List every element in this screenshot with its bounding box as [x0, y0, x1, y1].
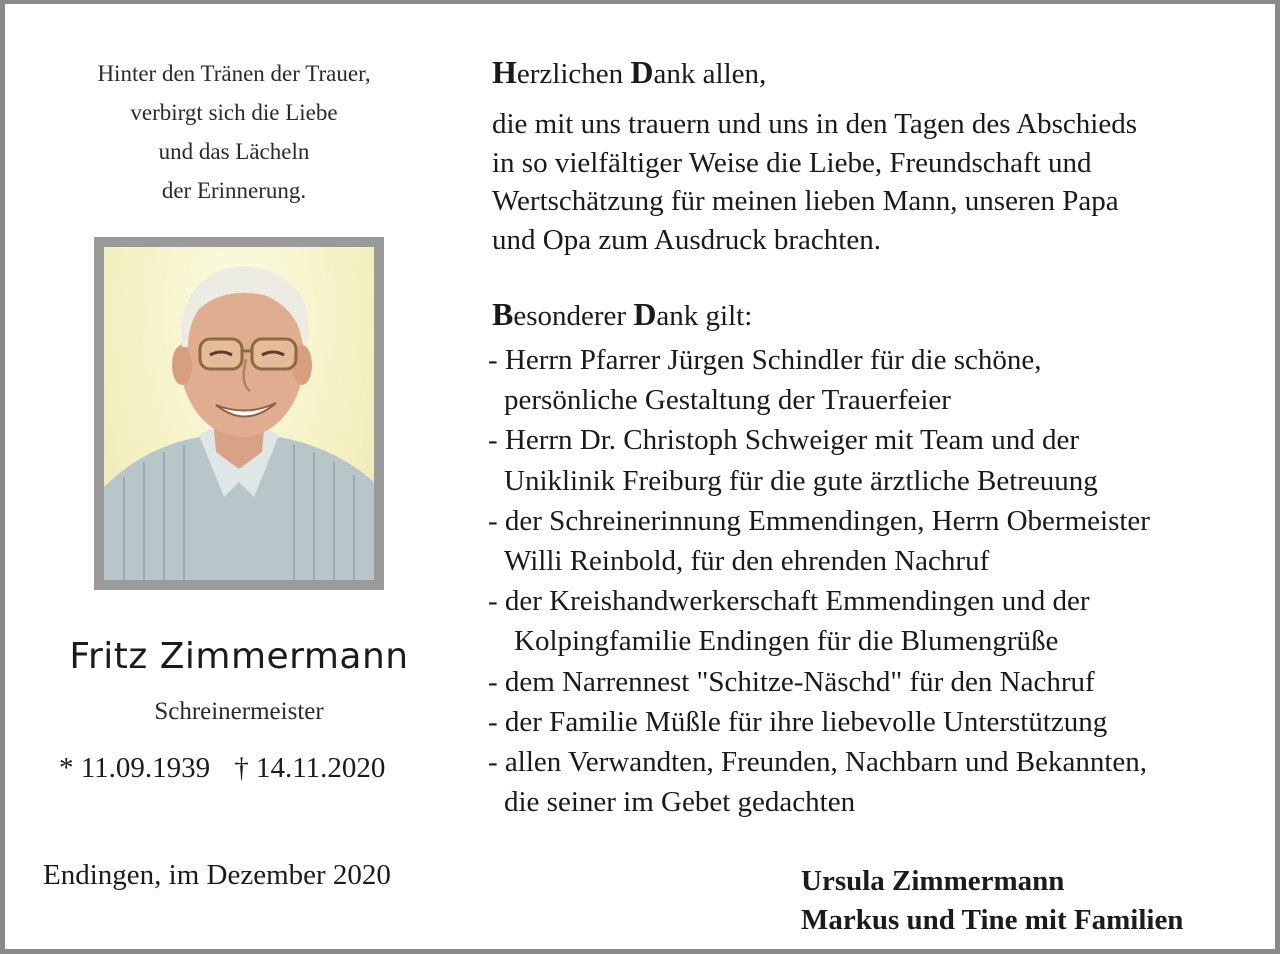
special-thanks-heading — [492, 296, 752, 333]
paragraph-line: in so vielfältiger Weise die Liebe, Freundschaft und — [492, 146, 1092, 179]
death-date: † 14.11.2020 — [234, 752, 386, 784]
initial-letter: H — [492, 54, 517, 90]
portrait-frame — [94, 237, 384, 590]
deceased-profession: Schreinermeister — [154, 698, 324, 725]
list-item: - Herrn Dr. Christoph Schweiger mit Team und der — [488, 424, 1080, 457]
list-item-continuation: Willi Reinbold, für den ehrenden Nachruf — [504, 545, 990, 578]
paragraph-line: die mit uns trauern und uns in den Tagen des Abschieds — [492, 108, 1137, 140]
list-item: - der Kreishandwerkerschaft Emmendingen und der — [488, 585, 1090, 618]
poem-line: verbirgt sich die Liebe — [130, 100, 338, 125]
list-item-continuation: persönliche Gestaltung der Trauerfeier — [504, 384, 951, 417]
portrait-illustration — [104, 247, 374, 580]
list-item: - allen Verwandten, Freunden, Nachbarn und Bekannten, — [488, 746, 1147, 779]
portrait-photo — [104, 247, 374, 580]
paragraph-line: und Opa zum Ausdruck brachten. — [492, 223, 881, 256]
place-and-date: Endingen, im Dezember 2020 — [43, 859, 391, 891]
list-item: - Herrn Pfarrer Jürgen Schindler für die schöne, — [488, 344, 1042, 376]
signers-block — [801, 862, 1261, 940]
thanks-list — [488, 340, 1268, 822]
list-item-continuation: Uniklinik Freiburg für die gute ärztliche Betreuung — [504, 464, 1098, 497]
initial-letter: D — [633, 296, 657, 332]
birth-date: * 11.09.1939 — [59, 752, 211, 784]
greeting-heading — [492, 54, 766, 91]
thanks-paragraph — [492, 105, 1262, 259]
heading-text: erzlichen — [516, 58, 631, 90]
initial-letter: B — [492, 296, 514, 332]
deceased-name: Fritz Zimmermann — [69, 636, 409, 677]
list-item: - der Schreinerinnung Emmendingen, Herrn Obermeister — [488, 504, 1150, 537]
signer-name: Ursula Zimmermann — [801, 865, 1065, 897]
list-item: - der Familie Müßle für ihre liebevolle Unterstützung — [488, 705, 1108, 738]
initial-letter: D — [630, 54, 654, 90]
heading-text: esonderer — [513, 300, 634, 332]
memorial-poem — [9, 54, 459, 210]
poem-line: und das Lächeln — [158, 139, 310, 164]
list-item-continuation: die seiner im Gebet gedachten — [504, 786, 856, 819]
heading-text: ank gilt: — [656, 300, 753, 332]
poem-line: Hinter den Tränen der Trauer, — [97, 61, 371, 86]
list-item-continuation: Kolpingfamilie Endingen für die Blumengrüße — [514, 625, 1059, 658]
heading-text: ank allen, — [653, 58, 767, 90]
paragraph-line: Wertschätzung für meinen lieben Mann, unseren Papa — [492, 185, 1119, 217]
signer-name: Markus und Tine mit Familien — [801, 904, 1184, 936]
poem-line: der Erinnerung. — [161, 178, 307, 203]
life-dates — [59, 752, 439, 785]
list-item: - dem Narrennest "Schitze-Näschd" für den Nachruf — [488, 665, 1095, 698]
